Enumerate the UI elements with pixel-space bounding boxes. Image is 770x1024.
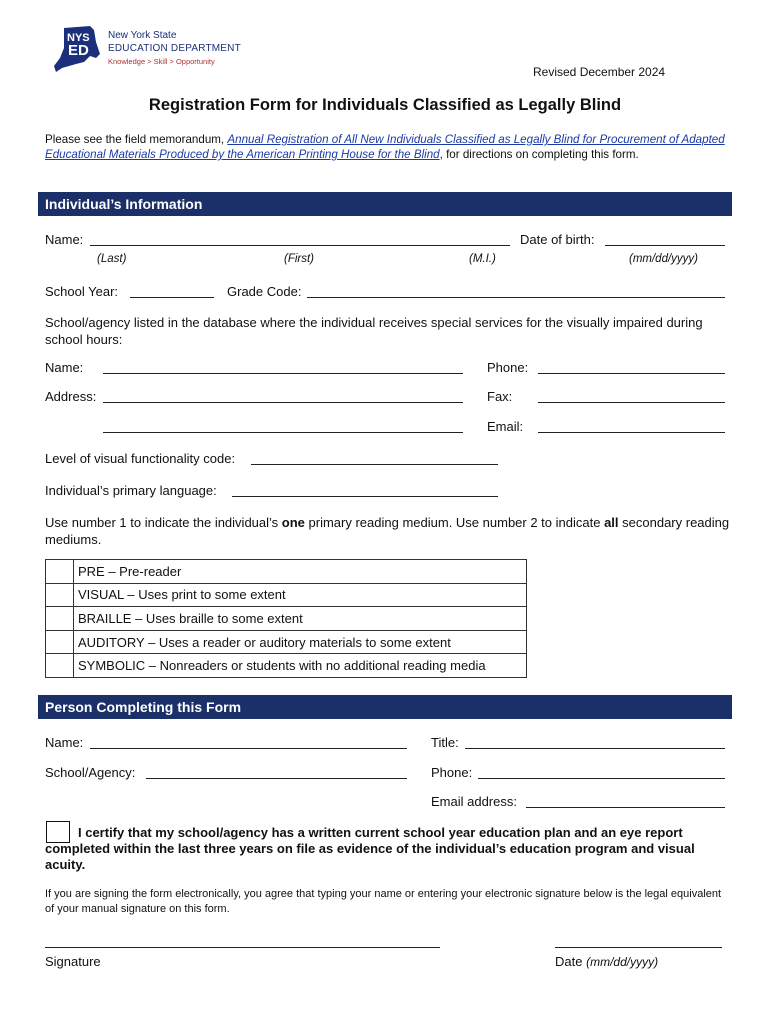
sub-last: (Last)	[97, 253, 127, 265]
media-visual-label: VISUAL – Uses print to some extent	[74, 583, 527, 607]
date-label-text: Date	[555, 954, 583, 969]
certify-text: I certify that my school/agency has a written current school year education plan and an eye report completed within the last three years on file as evidence of the individual’s education program and visual acuity.	[45, 825, 695, 872]
school-year-field[interactable]	[130, 284, 214, 298]
media-auditory-label: AUDITORY – Uses a reader or auditory materials to some extent	[74, 630, 527, 654]
signature-label: Signature	[45, 954, 101, 969]
logo-line1: New York State	[108, 30, 177, 41]
school-year-label: School Year:	[45, 284, 119, 299]
agency-name-label: Name:	[45, 360, 84, 375]
media-visual-input[interactable]	[46, 583, 74, 607]
table-row	[46, 654, 527, 678]
nys-map-logo-icon	[50, 24, 108, 76]
media-symbolic-input[interactable]	[46, 654, 74, 678]
completer-phone-label: Phone:	[431, 765, 473, 780]
visual-code-field[interactable]	[251, 451, 498, 465]
reading-instr-bold-all: all	[604, 515, 619, 530]
media-braille-label: BRAILLE – Uses braille to some extent	[74, 607, 527, 631]
visual-code-label: Level of visual functionality code:	[45, 451, 236, 466]
completer-name-field[interactable]	[90, 735, 407, 749]
media-auditory-input[interactable]	[46, 630, 74, 654]
reading-instr-3: secondary reading mediums.	[45, 515, 730, 547]
reading-instr-bold-one: one	[281, 515, 305, 530]
completer-title-label: Title:	[431, 735, 459, 750]
completer-email-label: Email address:	[431, 794, 517, 809]
agency-address-field-2[interactable]	[103, 419, 463, 433]
completer-title-field[interactable]	[465, 735, 725, 749]
reading-instr-2: primary reading medium. Use number 2 to indicate	[304, 515, 605, 530]
table-row	[46, 607, 527, 631]
media-pre-input[interactable]	[46, 560, 74, 584]
certify-statement	[45, 825, 735, 873]
agency-fax-label: Fax:	[487, 389, 513, 404]
date-format-text: (mm/dd/yyyy)	[586, 955, 659, 969]
dob-field[interactable]	[605, 232, 725, 246]
table-row	[46, 630, 527, 654]
agency-email-field[interactable]	[538, 419, 725, 433]
agency-note: School/agency listed in the database where the individual receives special services for the visually impaired during school hours:	[45, 315, 703, 347]
name-label: Name:	[45, 232, 84, 247]
reading-instr-1: Use number 1 to indicate the individual’s	[45, 515, 282, 530]
revision-date: Revised December 2024	[533, 65, 666, 79]
agency-name-field[interactable]	[103, 360, 463, 374]
sub-mi: (M.I.)	[469, 253, 496, 265]
logo-line2: EDUCATION DEPARTMENT	[108, 43, 241, 54]
signature-date-field[interactable]	[555, 935, 722, 948]
svg-text:NYS: NYS	[67, 32, 90, 44]
memo-prefix: Please see the field memorandum,	[45, 133, 228, 146]
language-field[interactable]	[232, 483, 498, 497]
language-label: Individual’s primary language:	[45, 483, 217, 498]
signature-date-label	[555, 954, 658, 969]
memo-suffix: , for directions on completing this form.	[439, 148, 639, 161]
sub-first: (First)	[284, 253, 315, 265]
media-pre-label: PRE – Pre-reader	[74, 560, 527, 584]
agency-email-label: Email:	[487, 419, 524, 434]
dob-label: Date of birth:	[520, 232, 595, 247]
agency-address-label: Address:	[45, 389, 97, 404]
sub-dob: (mm/dd/yyyy)	[629, 253, 698, 265]
completer-name-label: Name:	[45, 735, 84, 750]
table-row	[46, 583, 527, 607]
name-field[interactable]	[90, 232, 510, 246]
section-person-completing-header: Person Completing this Form	[38, 695, 732, 719]
completer-agency-field[interactable]	[146, 765, 407, 779]
completer-phone-field[interactable]	[478, 765, 725, 779]
agency-address-field-1[interactable]	[103, 389, 463, 403]
signature-field[interactable]	[45, 935, 440, 948]
form-title: Registration Form for Individuals Classified as Legally Blind	[148, 96, 622, 114]
reading-media-table	[45, 559, 527, 678]
reading-instructions	[45, 514, 735, 548]
memo-paragraph	[45, 132, 730, 162]
esign-note: If you are signing the form electronically, you agree that typing your name or entering your electronic signature below is the legal equivalent of your manual signature on this form.	[45, 888, 722, 915]
table-row	[46, 560, 527, 584]
memo-link[interactable]: Annual Registration of All New Individuals Classified as Legally Blind for Procurement of Adapted Educational Materials Produced by the American Printing House for the Blind	[45, 133, 725, 161]
agency-phone-field[interactable]	[538, 360, 725, 374]
media-symbolic-label: SYMBOLIC – Nonreaders or students with no additional reading media	[74, 654, 527, 678]
svg-text:ED: ED	[68, 42, 89, 59]
agency-fax-field[interactable]	[538, 389, 725, 403]
media-braille-input[interactable]	[46, 607, 74, 631]
logo-tagline: Knowledge > Skill > Opportunity	[108, 57, 215, 66]
grade-code-field[interactable]	[307, 284, 725, 298]
section-individual-info-header: Individual’s Information	[38, 192, 732, 216]
completer-email-field[interactable]	[526, 794, 725, 808]
grade-code-label: Grade Code:	[227, 284, 302, 299]
agency-phone-label: Phone:	[487, 360, 529, 375]
completer-agency-label: School/Agency:	[45, 765, 136, 780]
